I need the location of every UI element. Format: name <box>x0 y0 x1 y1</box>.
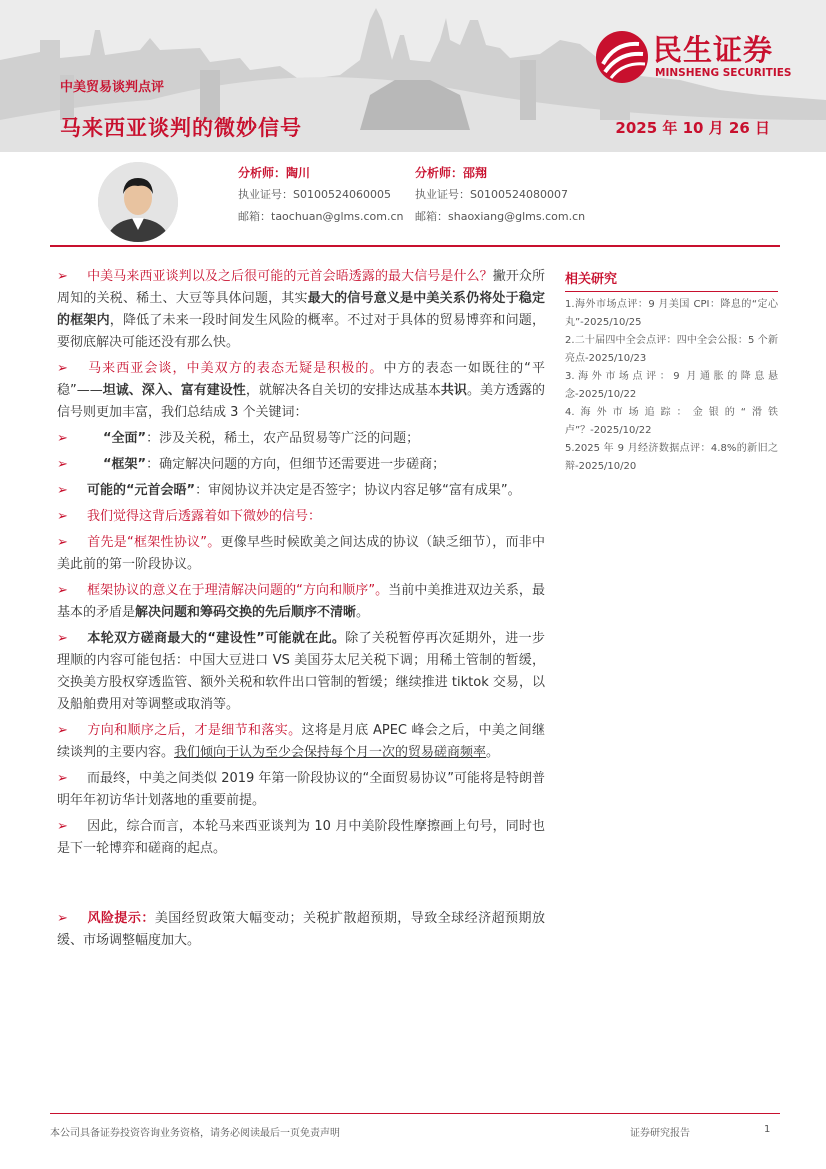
analyst-2-name: 分析师：邵翔 <box>415 166 488 180</box>
footer-report-type: 证券研究报告 <box>630 1128 690 1139</box>
analyst-1 <box>238 162 403 228</box>
bullet-arrow-icon: ➢ <box>57 583 68 598</box>
related-research-sidebar <box>565 268 778 476</box>
analyst-2 <box>415 162 585 228</box>
report-header-banner <box>0 0 826 152</box>
logo-chinese-name: 民生证券 <box>653 33 774 67</box>
bullet-arrow-icon: ➢ <box>57 911 68 926</box>
related-research-item[interactable]: 4.海外市场追踪：金银的“滑铁卢”？-2025/10/22 <box>565 407 778 436</box>
bullet-arrow-icon: ➢ <box>57 483 68 498</box>
bullet-arrow-icon: ➢ <box>57 361 68 376</box>
paragraph-10: ➢ 方向和顺序之后，才是细节和落实。这将是月底 APEC 峰会之后，中美之间继续谈判的主要内容。我们倾向于认为至少会保持每个月一次的贸易磋商频率。 <box>57 720 545 764</box>
paragraph-6: ➢ 我们觉得这背后透露着如下微妙的信号： <box>57 506 545 528</box>
bullet-arrow-icon: ➢ <box>57 269 68 284</box>
report-date: 2025 年 10 月 26 日 <box>615 119 770 137</box>
paragraph-keyword-1: ➢ “全面”：涉及关税，稀土，农产品贸易等广泛的问题； <box>57 428 545 450</box>
paragraph-2: ➢ 马来西亚会谈，中美双方的表态无疑是积极的。中方的表态一如既往的“平稳”——坦诚、深入、富有建设性，就解决各自关切的安排达成基本共识。美方透露的信号则更加丰富，我们总结成 3 个关键词： <box>57 358 545 424</box>
analyst-2-license: 执业证号：S0100524080007 <box>415 188 568 201</box>
paragraph-1: ➢ 中美马来西亚谈判以及之后很可能的元首会晤透露的最大信号是什么？撇开众所周知的关税、稀土、大豆等具体问题，其实最大的信号意义是中美关系仍将处于稳定的框架内，降低了未来一段时间发生风险的概率。不过对于具体的贸易博弈和问题，要彻底解决可能还没有那么快。 <box>57 266 545 354</box>
analyst-1-license: 执业证号：S0100524060005 <box>238 188 391 201</box>
paragraph-12: ➢ 因此，综合而言，本轮马来西亚谈判为 10 月中美阶段性摩擦画上句号，同时也是下一轮博弈和磋商的起点。 <box>57 816 545 860</box>
related-research-item[interactable]: 5.2025 年 9 月经济数据点评：4.8%的新旧之辩-2025/10/20 <box>565 443 778 472</box>
paragraph-7: ➢ 首先是“框架性协议”。更像早些时候欧美之间达成的协议（缺乏细节），而非中美此前的第一阶段协议。 <box>57 532 545 576</box>
related-research-item[interactable]: 3.海外市场点评：9 月通胀的降息悬念-2025/10/22 <box>565 371 778 400</box>
bullet-arrow-icon: ➢ <box>57 509 68 524</box>
minsheng-logo-icon <box>595 30 649 84</box>
related-research-item[interactable]: 1.海外市场点评：9 月美国 CPI：降息的“定心丸”-2025/10/25 <box>565 299 778 328</box>
logo-english-name: MINSHENG SECURITIES <box>655 67 792 79</box>
bullet-arrow-icon: ➢ <box>57 535 68 550</box>
report-title: 马来西亚谈判的微妙信号 <box>60 116 302 140</box>
analyst-1-name: 分析师：陶川 <box>238 166 311 180</box>
report-body <box>57 266 545 956</box>
bullet-arrow-icon: ➢ <box>57 431 68 446</box>
analyst-2-email[interactable]: 邮箱：shaoxiang@glms.com.cn <box>415 210 586 223</box>
bullet-arrow-icon: ➢ <box>57 723 68 738</box>
report-series: 中美贸易谈判点评 <box>60 80 165 95</box>
company-logo <box>595 26 800 88</box>
paragraph-8: ➢ 框架协议的意义在于理清解决问题的“方向和顺序”。当前中美推进双边关系，最基本的矛盾是解决问题和筹码交换的先后顺序不清晰。 <box>57 580 545 624</box>
related-research-item[interactable]: 2.二十届四中全会点评：四中全会公报：5 个新亮点-2025/10/23 <box>565 335 778 364</box>
paragraph-9: ➢ 本轮双方磋商最大的“建设性”可能就在此。除了关税暂停再次延期外，进一步理顺的内容可能包括：中国大豆进口 VS 美国芬太尼关税下调；用稀土管制的暂缓，交换美方股权穿透监管、额外关税和软件出口管制的暂缓；继续推进 tiktok 交易，以及船舶费用对等调整或取消等。 <box>57 628 545 716</box>
bullet-arrow-icon: ➢ <box>57 819 68 834</box>
paragraph-keyword-3: ➢ 可能的“元首会晤”：审阅协议并决定是否签字；协议内容足够“富有成果”。 <box>57 480 545 502</box>
page-number: 1 <box>764 1124 771 1135</box>
footer-divider <box>50 1113 780 1114</box>
header-divider <box>50 245 780 247</box>
footer-disclaimer: 本公司具备证券投资咨询业务资格，请务必阅读最后一页免责声明 <box>50 1128 340 1139</box>
analyst-1-email[interactable]: 邮箱：taochuan@glms.com.cn <box>238 210 404 223</box>
paragraph-11: ➢ 而最终，中美之间类似 2019 年第一阶段协议的“全面贸易协议”可能将是特朗普明年年初访华计划落地的重要前提。 <box>57 768 545 812</box>
bullet-arrow-icon: ➢ <box>57 457 68 472</box>
related-research-title: 相关研究 <box>565 268 778 292</box>
bullet-arrow-icon: ➢ <box>57 771 68 786</box>
paragraph-keyword-2: ➢ “框架”：确定解决问题的方向，但细节还需要进一步磋商； <box>57 454 545 476</box>
analyst-photo <box>98 162 178 242</box>
bullet-arrow-icon: ➢ <box>57 631 68 646</box>
analyst-avatar-icon <box>98 162 178 242</box>
risk-warning: ➢ 风险提示：美国经贸政策大幅变动；关税扩散超预期，导致全球经济超预期放缓、市场调整幅度加大。 <box>57 908 545 952</box>
